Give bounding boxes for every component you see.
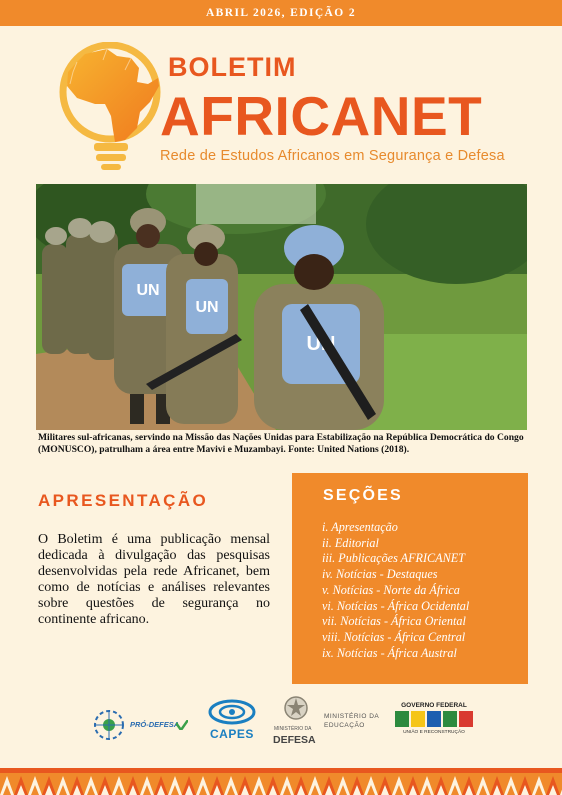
capes-emblem-icon	[206, 697, 258, 727]
prodefesa-emblem-icon	[92, 708, 126, 742]
educacao-line-1: MINISTÉRIO DA	[324, 713, 380, 720]
un-soldiers-photo	[36, 184, 527, 430]
section-item[interactable]: iii. Publicações AFRICANET	[322, 551, 465, 566]
uniao-text: UNIÃO E RECONSTRUÇÃO	[403, 730, 465, 735]
decorative-pattern-band	[0, 768, 562, 795]
prodefesa-text: PRÓ-DEFESA	[130, 720, 180, 729]
ministerio-defesa-logo	[272, 695, 320, 753]
africanet-title: AFRICANET	[160, 85, 483, 147]
network-subtitle: Rede de Estudos Africanos em Segurança e Defesa	[160, 148, 505, 164]
sections-heading: SEÇÕES	[323, 487, 403, 504]
capes-logo	[206, 697, 258, 743]
defesa-big-text: DEFESA	[273, 734, 316, 746]
vest-text-2: UN	[195, 299, 219, 316]
vest-text-3: UN	[306, 333, 336, 355]
boletim-title: BOLETIM	[168, 52, 297, 82]
sections-list	[322, 520, 469, 661]
governo-federal-text: GOVERNO FEDERAL	[401, 702, 467, 709]
africa-lightbulb-logo	[55, 42, 175, 180]
brasao-icon	[283, 695, 309, 723]
apresentacao-text: O Boletim é uma publicação mensal dedicada à divulgação das pesquisas desenvolvidas pela rede Africanet, bem como de notícias e análises relevantes sobre questões de segurança no continente africano.	[38, 532, 270, 627]
section-item[interactable]: viii. Notícias - África Central	[322, 629, 466, 644]
capes-text: CAPES	[210, 727, 254, 741]
apresentacao-heading: APRESENTAÇÃO	[38, 491, 209, 510]
educacao-line-2: EDUCAÇÃO	[324, 722, 365, 729]
issue-label: ABRIL 2026, EDIÇÃO 2	[205, 7, 357, 19]
section-item[interactable]: vi. Notícias - África Ocidental	[322, 598, 470, 613]
check-icon	[176, 720, 188, 730]
ministerio-educacao-logo	[324, 712, 384, 734]
section-item[interactable]: iv. Notícias - Destaques	[322, 567, 438, 582]
governo-federal-logo	[392, 702, 482, 746]
section-item[interactable]: i. Apresentação	[322, 520, 398, 534]
prodefesa-logo	[92, 706, 192, 746]
vest-text-1: UN	[136, 282, 160, 299]
section-item[interactable]: v. Notícias - Norte da África	[322, 582, 460, 597]
section-item[interactable]: vii. Notícias - África Oriental	[322, 614, 466, 629]
sections-box	[292, 473, 528, 684]
brasil-wordmark	[392, 711, 476, 727]
section-item[interactable]: ix. Notícias - África Austral	[322, 645, 457, 660]
section-item[interactable]: ii. Editorial	[322, 535, 379, 550]
issue-bar	[0, 0, 562, 26]
photo-caption: Militares sul-africanas, servindo na Missão das Nações Unidas para Estabilização na República Democrática do Congo (MONUSCO), patrulham a área entre Mavivi e Muzambayi. Fonte: United Nations (2018).	[38, 432, 524, 455]
defesa-small-text: MINISTÉRIO DA	[274, 726, 312, 732]
